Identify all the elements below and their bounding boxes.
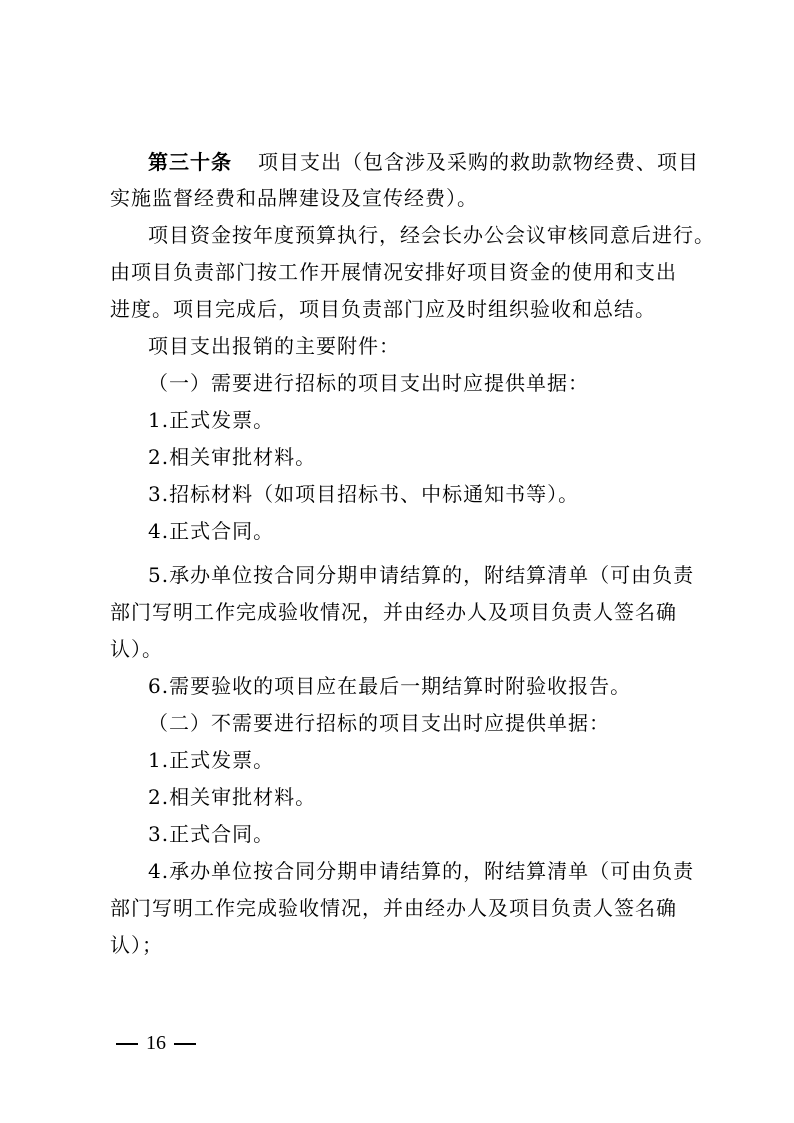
section-2-item-2: 2.相关审批材料。 xyxy=(148,785,317,809)
section-2-item-4-line-3: 认）； xyxy=(110,933,163,957)
section-1-item-5-line-1: 5.承办单位按合同分期申请结算的，附结算清单（可由负责 xyxy=(148,563,695,587)
article-title-line-1 xyxy=(148,149,748,175)
footer-dash-right xyxy=(174,1043,196,1045)
section-1-item-1: 1.正式发票。 xyxy=(148,408,275,432)
section-1-item-2: 2.相关审批材料。 xyxy=(148,445,317,469)
article-heading: 第三十条 xyxy=(148,150,232,174)
page-footer xyxy=(108,1030,204,1056)
section-1-item-5-line-2: 部门写明工作完成验收情况，并由经办人及项目负责人签名确 xyxy=(110,600,677,624)
section-1-title: （一）需要进行招标的项目支出时应提供单据： xyxy=(148,371,589,395)
section-2-item-1: 1.正式发票。 xyxy=(148,748,275,772)
section-1-item-6: 6.需要验收的项目应在最后一期结算时附验收报告。 xyxy=(148,674,632,698)
section-1-item-4: 4.正式合同。 xyxy=(148,519,275,543)
paragraph-1-line-3: 进度。项目完成后，项目负责部门应及时组织验收和总结。 xyxy=(110,297,656,321)
paragraph-1-line-1: 项目资金按年度预算执行，经会长办公会议审核同意后进行。 xyxy=(148,223,715,247)
article-title-text: 项目支出（包含涉及采购的救助款物经费、项目 xyxy=(258,150,699,174)
section-2-item-4-line-2: 部门写明工作完成验收情况，并由经办人及项目负责人签名确 xyxy=(110,896,677,920)
section-1-item-5-line-3: 认）。 xyxy=(110,637,163,661)
section-2-title: （二）不需要进行招标的项目支出时应提供单据： xyxy=(148,711,610,735)
paragraph-1-line-2: 由项目负责部门按工作开展情况安排好项目资金的使用和支出 xyxy=(110,260,677,284)
section-2-item-3: 3.正式合同。 xyxy=(148,822,275,846)
page-number: 16 xyxy=(146,1032,166,1054)
article-title-line-2: 实施监督经费和品牌建设及宣传经费）。 xyxy=(110,186,478,210)
section-1-item-3: 3.招标材料（如项目招标书、中标通知书等）。 xyxy=(148,482,580,506)
footer-dash-left xyxy=(116,1043,138,1045)
paragraph-2: 项目支出报销的主要附件： xyxy=(148,334,400,358)
section-2-item-4-line-1: 4.承办单位按合同分期申请结算的，附结算清单（可由负责 xyxy=(148,859,695,883)
